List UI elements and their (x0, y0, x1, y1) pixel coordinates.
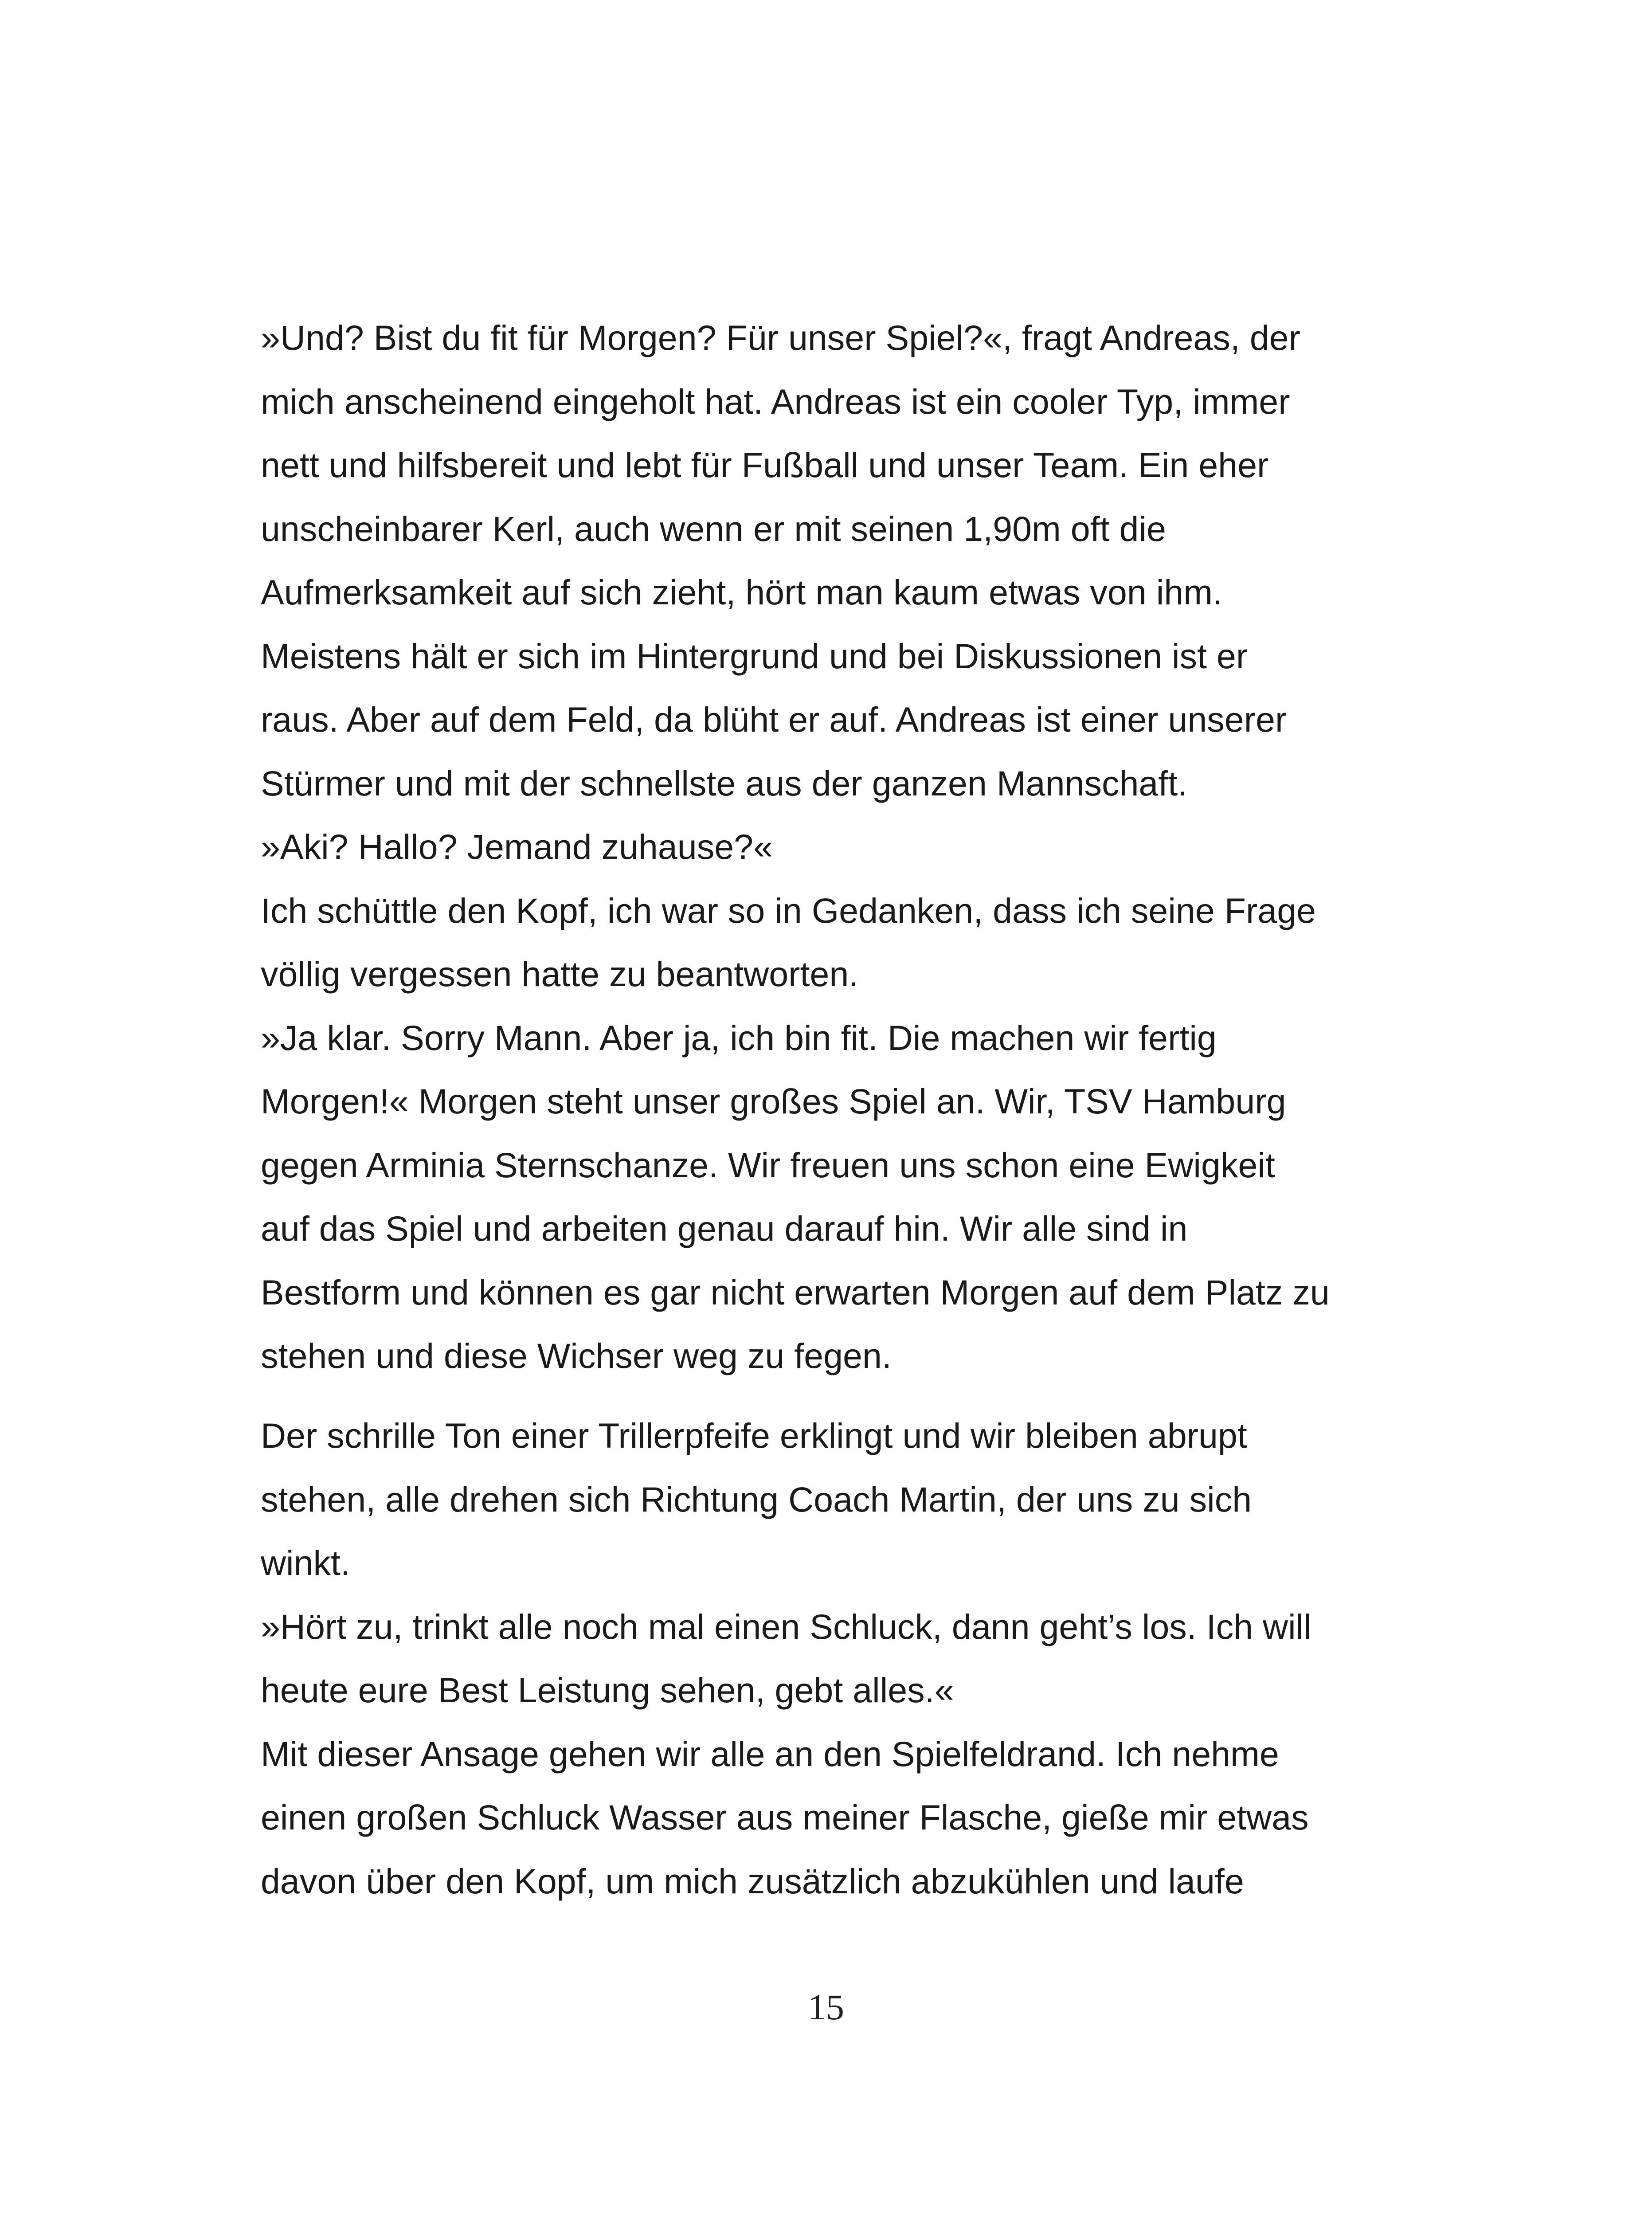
text-line: Meistens hält er sich im Hintergrund und bei Diskussionen ist er (261, 636, 1248, 676)
text-line: »Aki? Hallo? Jemand zuhause?« (261, 827, 773, 866)
text-line: »Hört zu, trinkt alle noch mal einen Schluck, dann geht’s los. Ich will (261, 1606, 1311, 1646)
text-line: Bestform und können es gar nicht erwarten Morgen auf dem Platz zu (261, 1272, 1330, 1312)
body-paragraph-2 (261, 1404, 1413, 1913)
text-line: Der schrille Ton einer Trillerpfeife erklingt und wir bleiben abrupt (261, 1416, 1247, 1455)
text-line: völlig vergessen hatte zu beantworten. (261, 954, 859, 994)
text-line: auf das Spiel und arbeiten genau darauf hin. Wir alle sind in (261, 1209, 1188, 1248)
text-line: raus. Aber auf dem Feld, da blüht er auf. Andreas ist einer unserer (261, 700, 1287, 739)
text-line: »Ja klar. Sorry Mann. Aber ja, ich bin fit. Die machen wir fertig (261, 1018, 1217, 1058)
text-line: nett und hilfsbereit und lebt für Fußball und unser Team. Ein eher (261, 445, 1269, 485)
text-line: gegen Arminia Sternschanze. Wir freuen uns schon eine Ewigkeit (261, 1145, 1275, 1185)
text-line: »Und? Bist du fit für Morgen? Für unser Spiel?«, fragt Andreas, der (261, 318, 1300, 357)
body-paragraph-1 (261, 306, 1413, 1388)
text-line: unscheinbarer Kerl, auch wenn er mit seinen 1,90m oft die (261, 509, 1166, 548)
text-line: winkt. (261, 1543, 350, 1582)
text-line: Mit dieser Ansage gehen wir alle an den Spielfeldrand. Ich nehme (261, 1734, 1279, 1774)
text-line: mich anscheinend eingeholt hat. Andreas ist ein cooler Typ, immer (261, 381, 1290, 421)
text-line: stehen, alle drehen sich Richtung Coach Martin, der uns zu sich (261, 1479, 1252, 1519)
text-line: Morgen!« Morgen steht unser großes Spiel an. Wir, TSV Hamburg (261, 1081, 1286, 1121)
text-line: stehen und diese Wichser weg zu fegen. (261, 1336, 892, 1375)
text-line: Aufmerksamkeit auf sich zieht, hört man kaum etwas von ihm. (261, 572, 1222, 612)
text-line: davon über den Kopf, um mich zusätzlich abzukühlen und laufe (261, 1861, 1244, 1901)
text-line: einen großen Schluck Wasser aus meiner Flasche, gieße mir etwas (261, 1798, 1309, 1837)
text-line: Ich schüttle den Kopf, ich war so in Gedanken, dass ich seine Frage (261, 890, 1316, 930)
text-line: heute eure Best Leistung sehen, gebt alles.« (261, 1670, 954, 1710)
page-number: 15 (808, 1987, 844, 2027)
text-line: Stürmer und mit der schnellste aus der ganzen Mannschaft. (261, 763, 1188, 803)
